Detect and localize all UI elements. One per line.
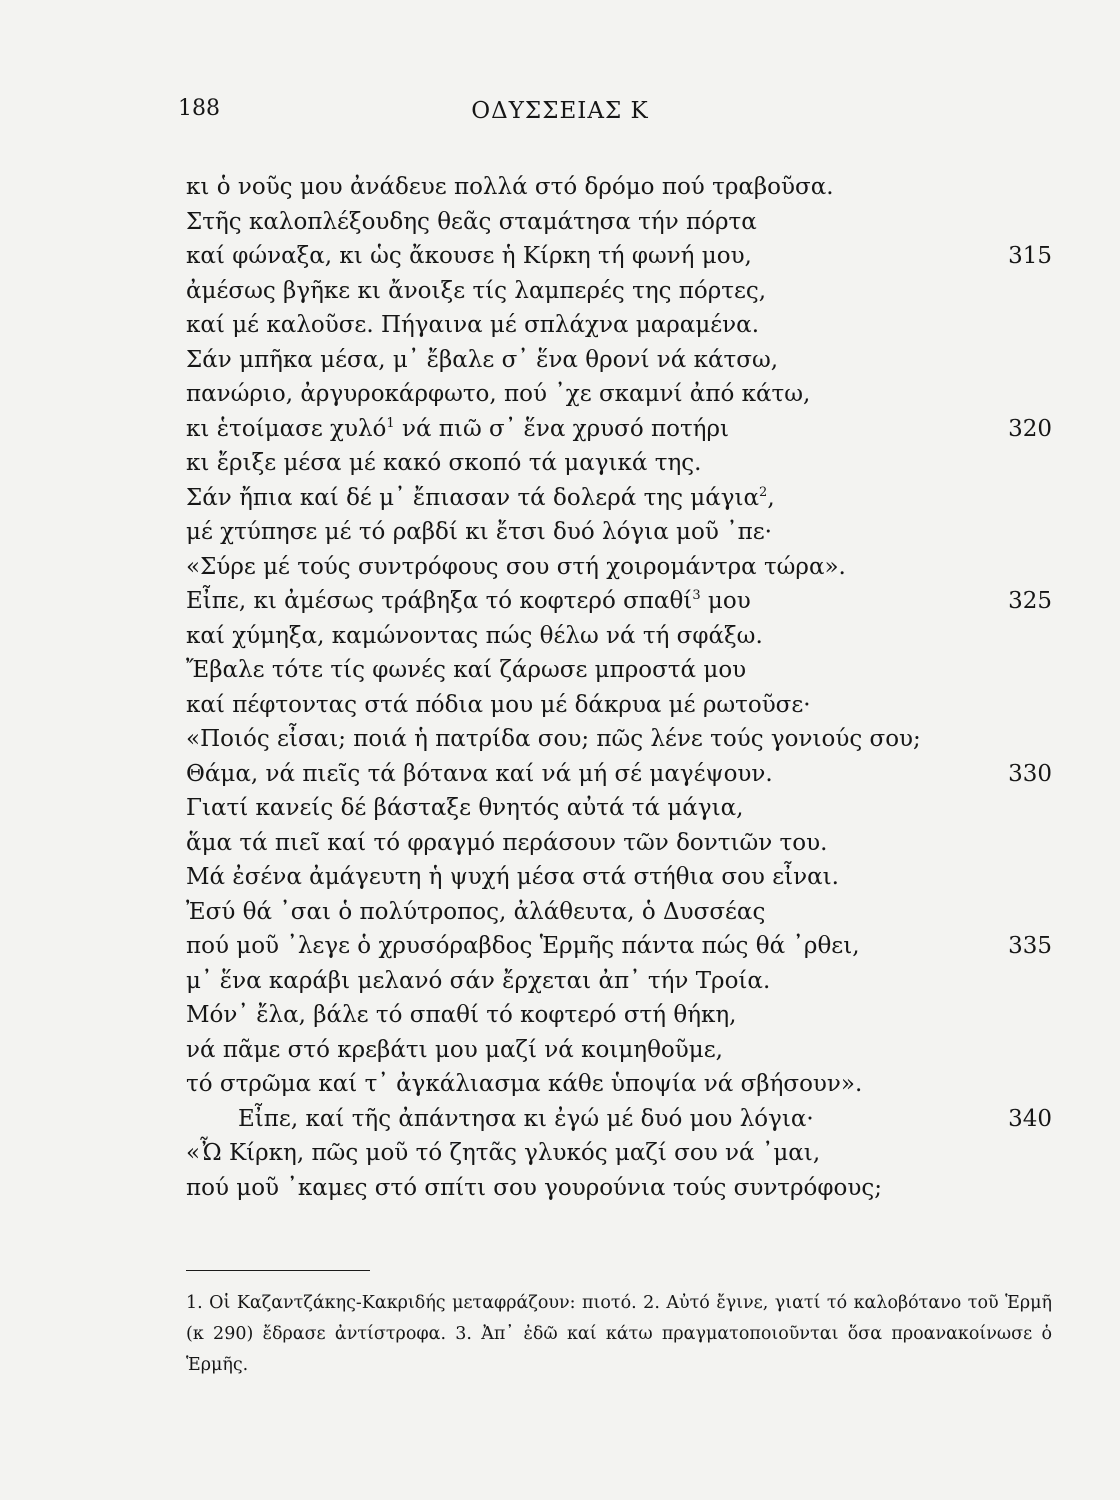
verse-line (186, 619, 1052, 654)
verse-text-main: κι ὁ νοῦς μου ἀνάδευε πολλά στό δρόμο πού τραβοῦσα. (186, 174, 834, 200)
verse-text (186, 343, 778, 378)
verse-line (186, 308, 1052, 343)
verse-line (186, 895, 1052, 930)
verse-line (186, 550, 1052, 585)
verse-text-main: Μόν᾿ ἔλα, βάλε τό σπαθί τό κοφτερό στή θήκη, (186, 1002, 737, 1028)
footnote-marker: 2 (759, 484, 768, 500)
verse-text-main: ἅμα τά πιεῖ καί τό φραγμό περάσουν τῶν δοντιῶν του. (186, 829, 828, 856)
verse-text (186, 998, 736, 1033)
verse-text-main: Εἶπε, καί τῆς ἀπάντησα κι ἐγώ μέ δυό μου λόγια· (238, 1105, 814, 1132)
verse-line (186, 1067, 1052, 1102)
verse-line (186, 239, 1052, 274)
verse-text-main: μ᾿ ἕνα καράβι μελανό σάν ἔρχεται ἀπ᾿ τήν Τροία. (186, 967, 771, 994)
verse-line (186, 274, 1052, 309)
verse-line (186, 343, 1052, 378)
verse-line (186, 1171, 1052, 1206)
verse-text (186, 1136, 820, 1171)
verse-text (186, 895, 765, 930)
verse-text (186, 653, 746, 688)
verse-line (186, 757, 1052, 792)
verse-text-main: Εἶπε, κι ἀμέσως τράβηξα τό κοφτερό σπαθί (186, 588, 693, 614)
verse-text (186, 550, 846, 585)
verse-text-main: Ἔβαλε τότε τίς φωνές καί ζάρωσε μπροστά μου (186, 657, 747, 683)
verse-line (186, 412, 1052, 447)
verse-text (186, 481, 775, 516)
verse-line (186, 1033, 1052, 1068)
verse-text-main: πού μοῦ ᾿λεγε ὁ χρυσόραβδος Ἑρμῆς πάντα πώς θά ᾿ρθει, (186, 933, 860, 959)
verse-text-main: πού μοῦ ᾿καμες στό σπίτι σου γουρούνια τούς συντρόφους; (186, 1174, 882, 1201)
verse-text-main: ἀμέσως βγῆκε κι ἄνοιξε τίς λαμπερές της πόρτες, (186, 277, 767, 304)
verse-line (186, 688, 1052, 723)
verse-text (186, 1033, 723, 1068)
verse-line (186, 205, 1052, 240)
verse-text-main: Θάμα, νά πιεῖς τά βότανα καί νά μή σέ μαγέψουν. (186, 760, 773, 787)
verse-text (186, 860, 839, 895)
verse-text-main: νά πᾶμε στό κρεβάτι μου μαζί νά κοιμηθοῦμε, (186, 1036, 723, 1063)
verse-text (186, 964, 770, 999)
line-number: 330 (1008, 760, 1052, 787)
verse-text (186, 1171, 882, 1206)
verse-line (186, 791, 1052, 826)
line-number: 340 (1008, 1105, 1052, 1132)
footnote-rule (186, 1270, 370, 1271)
verse-line (186, 860, 1052, 895)
verse-line (186, 1102, 1052, 1137)
line-number: 315 (1008, 243, 1052, 269)
verse-text (186, 446, 701, 481)
verse-text-main: Μά ἐσένα ἀμάγευτη ἡ ψυχή μέσα στά στήθια σου εἶναι. (186, 864, 839, 890)
verse-text (186, 274, 766, 309)
footnote-marker: 3 (692, 588, 701, 603)
verse-text (186, 239, 752, 274)
verse-text-continuation: μου (700, 588, 751, 614)
verse-text-main: πανώριο, ἀργυροκάρφωτο, πού ᾿χε σκαμνί ἀπό κάτω, (186, 381, 811, 407)
line-number: 320 (1008, 415, 1052, 442)
verse-line (186, 446, 1052, 481)
verse-text (186, 412, 729, 447)
verse-text-main: Σάν μπῆκα μέσα, μ᾿ ἔβαλε σ᾿ ἕνα θρονί νά κάτσω, (186, 346, 779, 373)
verse-text-main: Σάν ἤπια καί δέ μ᾿ ἔπιασαν τά δολερά της μάγια (186, 484, 760, 511)
verse-text (186, 515, 772, 550)
verse-text (186, 170, 834, 205)
verse-text (186, 584, 751, 619)
verse-text (186, 826, 827, 861)
verse-text-continuation: , (767, 484, 775, 511)
verse-text (186, 1067, 862, 1102)
verse-line (186, 481, 1052, 516)
verse-text-main: μέ χτύπησε μέ τό ραβδί κι ἔτσι δυό λόγια μοῦ ᾿πε· (186, 519, 772, 545)
verse-text-continuation: νά πιῶ σ᾿ ἕνα χρυσό ποτήρι (394, 415, 729, 442)
verse-line (186, 515, 1052, 550)
verse-line (186, 653, 1052, 688)
verse-line (186, 1136, 1052, 1171)
verse-text (186, 1102, 814, 1137)
verse-text-main: κι ἔριξε μέσα μέ κακό σκοπό τά μαγικά της. (186, 450, 702, 476)
verse-text-main: «Ποιός εἶσαι; ποιά ἡ πατρίδα σου; πῶς λένε τούς γονιούς σου; (186, 726, 921, 752)
verse-text-main: τό στρῶμα καί τ᾿ ἀγκάλιασμα κάθε ὑποψία νά σβήσουν». (186, 1071, 863, 1097)
verse-line (186, 584, 1052, 619)
verse-text-main: «Σύρε μέ τούς συντρόφους σου στή χοιρομάντρα τώρα». (186, 553, 846, 580)
verse-text (186, 688, 811, 723)
verse-text (186, 619, 763, 654)
verse-line (186, 998, 1052, 1033)
footnotes: 1. Οἱ Καζαντζάκης-Κακριδής μεταφράζουν: πιοτό. 2. Αὐτό ἔγινε, γιατί τό καλοβότανο τοῦ Ἑρμῆ (κ 290) ἔδρασε ἀντίστροφα. 3. Ἀπ᾿ ἐδῶ καί κάτω πραγματοποιοῦνται ὅσα προανακοίνωσε ὁ Ἑρμῆς. (186, 1293, 1052, 1375)
poem-text (186, 170, 1052, 1205)
verse-text (186, 722, 921, 757)
verse-line (186, 722, 1052, 757)
verse-text (186, 929, 860, 964)
verse-line (186, 964, 1052, 999)
footnote-marker: 1 (386, 415, 395, 431)
verse-text-main: καί χύμηξα, καμώνοντας πώς θέλω νά τή σφάξω. (186, 622, 763, 649)
verse-text-main: κι ἑτοίμασε χυλό (186, 415, 387, 442)
verse-text-main: Ἐσύ θά ᾿σαι ὁ πολύτροπος, ἀλάθευτα, ὁ Δυσσέας (186, 898, 766, 925)
verse-line (186, 826, 1052, 861)
verse-text-main: καί φώναξα, κι ὡς ἄκουσε ἡ Κίρκη τή φωνή μου, (186, 243, 752, 269)
verse-text-main: καί πέφτοντας στά πόδια μου μέ δάκρυα μέ ρωτοῦσε· (186, 691, 811, 718)
line-number: 335 (1008, 933, 1052, 959)
verse-text (186, 308, 759, 343)
running-head: ΟΔΥΣΣΕΙΑΣ Κ (471, 98, 649, 124)
verse-text-main: καί μέ καλοῦσε. Πήγαινα μέ σπλάχνα μαραμένα. (186, 312, 760, 338)
page-number: 188 (178, 96, 220, 121)
verse-text (186, 757, 773, 792)
verse-line (186, 377, 1052, 412)
verse-text-main: Γιατί κανείς δέ βάσταξε θνητός αὐτά τά μάγια, (186, 795, 744, 821)
verse-text-main: «Ὦ Κίρκη, πῶς μοῦ τό ζητᾶς γλυκός μαζί σου νά ᾿μαι, (186, 1140, 821, 1166)
verse-text-main: Στῆς καλοπλέξουδης θεᾶς σταμάτησα τήν πόρτα (186, 208, 757, 235)
verse-line (186, 929, 1052, 964)
verse-text (186, 205, 757, 240)
verse-text (186, 791, 743, 826)
verse-text (186, 377, 810, 412)
verse-line (186, 170, 1052, 205)
line-number: 325 (1008, 588, 1052, 614)
